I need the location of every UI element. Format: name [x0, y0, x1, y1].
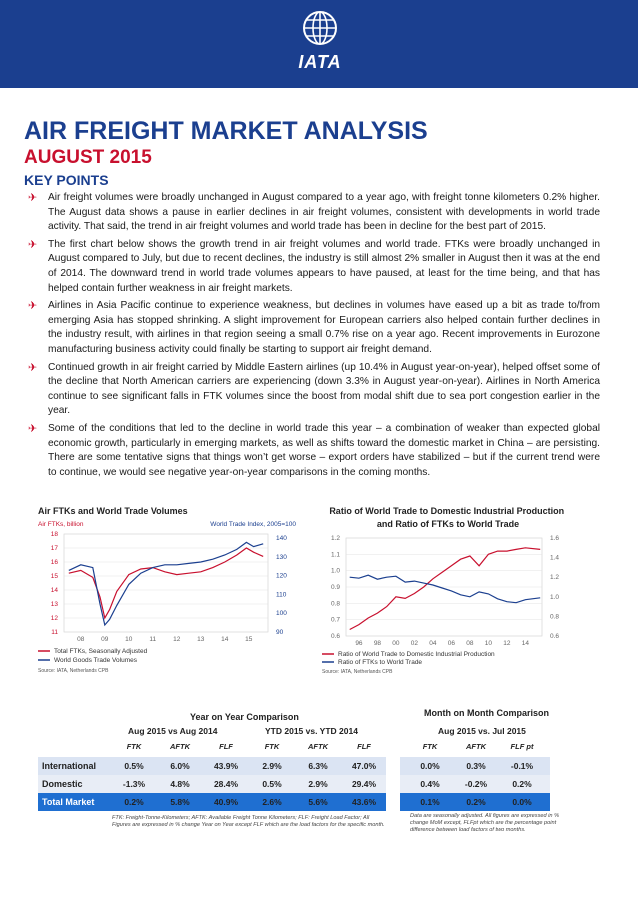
table-cell: 2.6% — [262, 797, 282, 807]
page-title: AIR FREIGHT MARKET ANALYSIS — [24, 117, 428, 145]
row-label: Total Market — [42, 797, 95, 807]
airplane-icon: ✈ — [28, 238, 38, 251]
chart-title: Ratio of World Trade to Domestic Industrial Production and Ratio of FTKs to World Trade — [329, 506, 565, 529]
x-tick-label: 00 — [392, 640, 400, 647]
left-tick-label: 1.1 — [330, 551, 340, 559]
mom-footnote: Data are seasonally adjusted. All figures are expressed in % change MoM except, FLFpt which are the percentage point difference between load factors of two months. — [410, 813, 560, 834]
x-tick-label: 98 — [373, 640, 382, 647]
table-cell: -0.1% — [510, 761, 534, 771]
right-tick-label: 100 — [276, 610, 287, 618]
table-cell: 2.9% — [308, 779, 328, 789]
yoy-column-header: FTK — [126, 742, 142, 751]
table-cell: 47.0% — [351, 761, 377, 771]
chart-ftk-trade-svg — [36, 504, 306, 684]
left-tick-label: 17 — [50, 545, 58, 552]
x-tick-label: 14 — [521, 640, 529, 647]
airplane-icon: ✈ — [28, 422, 38, 435]
row-label: International — [42, 761, 97, 771]
key-point — [26, 299, 600, 357]
right-axis-label: World Trade Index, 2005=100 — [210, 521, 296, 528]
chart-title: Air FTKs and World Trade Volumes — [38, 506, 188, 516]
x-tick-label: 04 — [429, 640, 437, 647]
yoy-column-header: AFTK — [170, 742, 190, 751]
x-tick-label: 02 — [410, 640, 419, 647]
table-cell: 0.2% — [512, 779, 532, 789]
left-tick-label: 0.9 — [330, 584, 340, 591]
series-line-ftk — [69, 548, 263, 618]
x-tick-label: 11 — [149, 636, 157, 643]
yoy-title: Year on Year Comparison — [190, 712, 299, 722]
x-tick-label: 06 — [447, 640, 456, 647]
mom-column-header: FTK — [422, 742, 438, 751]
table-cell: 40.9% — [213, 797, 239, 807]
legend-ftk: Total FTKs, Seasonally Adjusted — [54, 648, 148, 655]
yoy-group-ytd: YTD 2015 vs. YTD 2014 — [265, 726, 358, 736]
chart-ratios — [320, 504, 582, 684]
right-tick-label: 140 — [276, 535, 287, 542]
key-point-text: Continued growth in air freight carried by Middle Eastern airlines (up 10.4% in August year-on-year), helped offset some of the decline that North American carriers are experiencing (down 3.3% in August year-on-year). Airlines in North America continue to see significant falls in FTK volumes since the boost from modal shift due to sea port congestion earlier in the year. — [48, 361, 600, 417]
right-tick-label: 120 — [276, 572, 287, 580]
mom-title: Month on Month Comparison — [424, 708, 549, 718]
x-tick-label: 08 — [466, 640, 474, 647]
key-point — [26, 422, 600, 480]
table-cell: 0.4% — [420, 779, 440, 789]
header-banner — [0, 0, 638, 88]
legend-trade-ip: Ratio of World Trade to Domestic Industrial Production — [338, 651, 495, 658]
table-cell: 0.5% — [124, 761, 144, 771]
x-tick-label: 12 — [173, 636, 181, 643]
key-point-text: Air freight volumes were broadly unchanged in August compared to a year ago, with freight tonne kilometers 0.2% higher. The August data shows a pause in earlier declines in air freight volumes, consistent with developments in world trade activity. That said, the trend in air freight volumes and world trade has been in decline for the best part of 2015. — [48, 192, 600, 233]
x-tick-label: 13 — [197, 636, 205, 643]
page-subtitle: AUGUST 2015 — [24, 147, 152, 168]
x-tick-label: 10 — [484, 640, 492, 647]
left-tick-label: 14 — [50, 587, 58, 594]
series-line-trade — [69, 542, 263, 625]
airplane-icon: ✈ — [28, 300, 38, 313]
table-cell: 2.9% — [262, 761, 282, 771]
table-cell: -0.2% — [464, 779, 488, 789]
left-tick-label: 11 — [51, 629, 58, 636]
logo-text: IATA — [298, 52, 342, 72]
x-tick-label: 96 — [355, 640, 363, 647]
left-tick-label: 0.7 — [330, 616, 340, 624]
x-tick-label: 12 — [503, 640, 511, 647]
yoy-group-aug: Aug 2015 vs Aug 2014 — [128, 726, 218, 736]
chart-ftk-trade — [36, 504, 306, 684]
x-tick-label: 15 — [245, 636, 253, 643]
mom-column-header: AFTK — [466, 742, 486, 751]
right-tick-label: 90 — [276, 629, 284, 636]
globe-icon — [290, 8, 350, 52]
table-cell: 5.8% — [170, 797, 190, 807]
right-tick-label: 110 — [276, 591, 287, 599]
left-tick-label: 0.8 — [330, 600, 340, 608]
yoy-column-header: FLF — [219, 742, 233, 751]
key-point-text: Airlines in Asia Pacific continue to experience weakness, but declines in volumes have eased up a bit as trade to/from emerging Asia has stopped shrinking. A slight improvement for European carriers also helped contain further declines in the industry result, with airlines in that region seeing a small 0.7% rise on a year ago. Recent improvements in Eurozone manufacturing business activity could finally be starting to support air freight demand. — [48, 300, 600, 355]
key-point-text: Some of the conditions that led to the decline in world trade this year – a combination of weaker than expected global economic growth, particularly in emerging markets, as well as shifts toward the domestic market in China – are persisting. There are some tentative signs that things won’t get worse – export orders have stabilized – but if the current trend were to continue, we would see negative year-on-year comparisons in the coming months. — [48, 422, 600, 478]
iata-logo — [290, 8, 350, 78]
mom-group: Aug 2015 vs. Jul 2015 — [438, 726, 526, 736]
right-tick-label: 0.8 — [550, 613, 560, 621]
key-point — [26, 191, 600, 235]
yoy-column-header: AFTK — [308, 742, 328, 751]
left-tick-label: 12 — [50, 615, 58, 622]
row-label: Domestic — [42, 779, 83, 789]
yoy-footnote: FTK: Freight-Tonne-Kilometers; AFTK: Available Freight Tonne Kilometers; FLF: Freight Load Factor; All Figures are expressed in % change Year on Year except FLF which are the load factors for the specific month. — [112, 815, 385, 829]
table-cell: 0.2% — [124, 797, 144, 807]
table-cell: 0.3% — [466, 761, 486, 771]
left-tick-label: 16 — [50, 559, 58, 566]
x-tick-label: 14 — [221, 636, 229, 643]
yoy-column-header: FLF — [357, 742, 371, 751]
legend-ftk-trade: Ratio of FTKs to World Trade — [338, 659, 423, 666]
x-tick-label: 08 — [77, 636, 85, 643]
left-tick-label: 1.2 — [330, 535, 340, 542]
left-tick-label: 0.6 — [330, 633, 340, 640]
series-line-ftk-trade — [350, 575, 541, 603]
key-point-text: The first chart below shows the growth trend in air freight volumes and world trade. FTKs were broadly unchanged in August compared to July, but due to recent declines, the industry is still almost 2% smaller in August then it was at the end of 2014. The downward trend in world trade volumes appears to have paused, at least for the time being, and that has helped contain further weakness in air freight markets. — [48, 238, 600, 294]
key-points-list — [26, 191, 600, 483]
left-tick-label: 13 — [50, 601, 58, 608]
right-tick-label: 1.6 — [550, 535, 560, 542]
right-tick-label: 1.4 — [550, 554, 560, 562]
x-tick-label: 10 — [125, 636, 133, 643]
table-cell: 43.9% — [213, 761, 239, 771]
left-tick-label: 15 — [50, 573, 58, 580]
table-cell: 29.4% — [351, 779, 377, 789]
left-tick-label: 18 — [50, 531, 58, 538]
section-heading: KEY POINTS — [24, 172, 109, 188]
table-cell: 0.0% — [420, 761, 440, 771]
chart-source: Source: IATA, Netherlands CPB — [38, 668, 109, 674]
key-point — [26, 238, 600, 296]
right-tick-label: 1.2 — [550, 574, 560, 582]
table-cell: 0.2% — [466, 797, 486, 807]
key-point — [26, 361, 600, 419]
table-cell: 28.4% — [213, 779, 239, 789]
airplane-icon: ✈ — [28, 192, 38, 204]
mom-column-header: FLF pt — [510, 742, 534, 751]
right-tick-label: 1.0 — [550, 593, 560, 601]
table-cell: -1.3% — [122, 779, 146, 789]
table-cell: 0.1% — [420, 797, 440, 807]
table-cell: 6.0% — [170, 761, 190, 771]
left-axis-label: Air FTKs, billion — [38, 521, 84, 528]
chart-ratios-svg — [320, 504, 582, 684]
yoy-column-header: FTK — [264, 742, 280, 751]
table-cell: 4.8% — [170, 779, 190, 789]
left-tick-label: 1.0 — [330, 567, 340, 575]
right-tick-label: 0.6 — [550, 633, 560, 640]
legend-trade: World Goods Trade Volumes — [54, 657, 137, 664]
table-cell: 5.6% — [308, 797, 328, 807]
chart-source: Source: IATA, Netherlands CPB — [322, 669, 393, 675]
right-tick-label: 130 — [276, 553, 287, 561]
table-cell: 0.5% — [262, 779, 282, 789]
table-cell: 43.6% — [351, 797, 377, 807]
x-tick-label: 09 — [101, 636, 109, 643]
table-cell: 6.3% — [308, 761, 328, 771]
table-cell: 0.0% — [512, 797, 532, 807]
airplane-icon: ✈ — [28, 361, 38, 374]
